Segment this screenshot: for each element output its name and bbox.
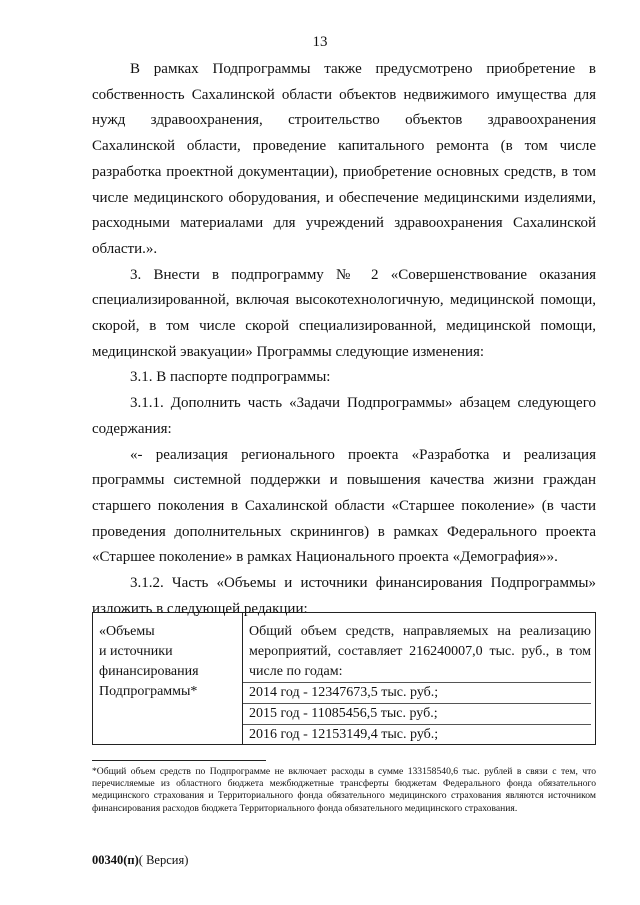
document-footer — [92, 853, 188, 868]
funding-year-row: 2016 год - 12153149,4 тыс. руб.; — [243, 724, 591, 745]
paragraph: В рамках Подпрограммы также предусмотрено приобретение в собственность Сахалинской области объектов недвижимого имущества для нужд здравоохранения, строительство объектов здравоохранения Сахалинской области, проведение капитального ремонта (в том числе разработка проектной документации), приобретение основных средств, в том числе медицинского оборудования, и обеспечение медицинскими изделиями, расходными материалами для учреждений здравоохранения Сахалинской области.». — [92, 61, 596, 257]
paragraph: 3. Внести в подпрограмму № 2 «Совершенствование оказания специализированной, включая высокотехнологичную, медицинской помощи, скорой, в том числе скорой специализированной, медицинской помощи, медицинской эвакуации» Программы следующие изменения: — [92, 266, 596, 360]
paragraph: 3.1.1. Дополнить часть «Задачи Подпрограммы» абзацем следующего содержания: — [92, 395, 596, 437]
table-label-line: Подпрограммы* — [99, 684, 198, 699]
table-label-line: финансирования — [99, 664, 199, 679]
table-label-line: «Объемы — [99, 624, 155, 639]
document-version: ( Версия) — [138, 853, 189, 867]
funding-table — [92, 612, 596, 745]
funding-year-row: 2014 год - 12347673,5 тыс. руб.; — [243, 682, 591, 703]
table-label-line: и источники — [99, 644, 173, 659]
paragraph: «- реализация регионального проекта «Разработка и реализация программы системной поддержки и повышения качества жизни граждан старшего поколения в Сахалинской области «Старшее поколение» (в части проведения дополнительных скринингов) в рамках Федерального проекта «Старшее поколение» в рамках Национального проекта «Демография»». — [92, 446, 596, 566]
document-code: 00340(п) — [92, 853, 139, 867]
funding-table-label-cell — [93, 613, 243, 744]
paragraph: 3.1.2. Часть «Объемы и источники финансирования Подпрограммы» изложить в следующей редакции: — [92, 575, 596, 617]
footnote-divider — [92, 760, 266, 761]
paragraph: 3.1. В паспорте подпрограммы: — [130, 369, 331, 386]
funding-table-value-cell — [243, 613, 595, 744]
footnote-text: *Общий объем средств по Подпрограмме не включает расходы в сумме 133158540,6 тыс. рублей в связи с тем, что перечисляемые из областного бюджета межбюджетные трансферты бюджетам Федерального фонда обязательного медицинского страхования и Территориального фонда обязательного медицинского страхования являются источником финансирования расходов бюджета Территориального фонда обязательного медицинского страхования. — [92, 766, 596, 814]
funding-year-row: 2015 год - 11085456,5 тыс. руб.; — [243, 703, 591, 724]
page-number: 13 — [312, 34, 328, 50]
document-body — [92, 57, 596, 622]
funding-intro-text: Общий объем средств, направляемых на реализацию мероприятий, составляет 216240007,0 тыс. руб., в том числе по годам: — [249, 624, 591, 679]
